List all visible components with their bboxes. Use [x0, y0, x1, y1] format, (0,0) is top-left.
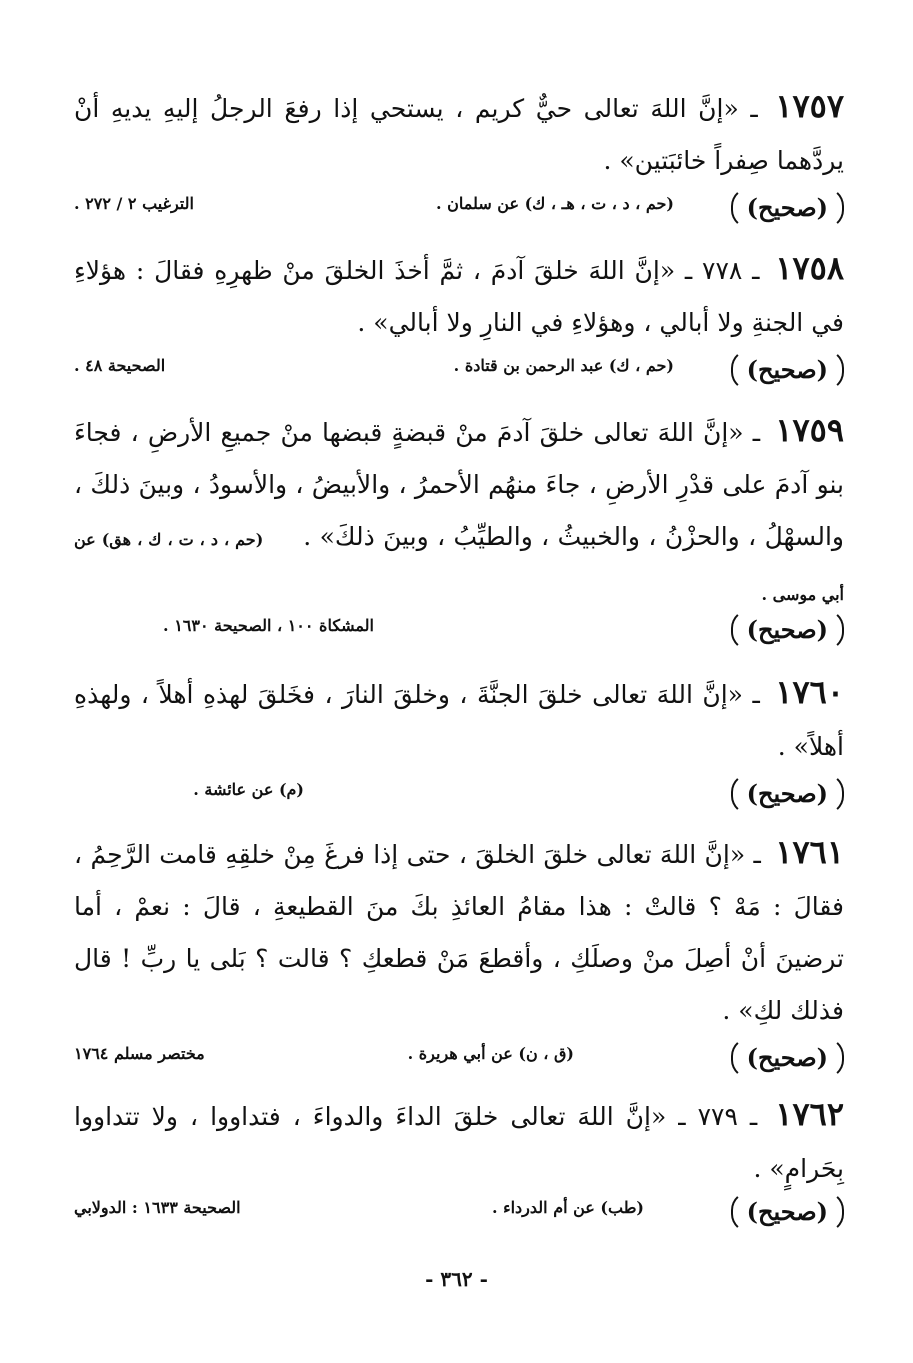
hadith-meta-1758 — [74, 348, 844, 390]
grade-badge: (صحيح) — [731, 772, 844, 816]
grade-badge: (صحيح) — [731, 608, 844, 652]
hadith-text: ـ «إنَّ اللهَ تعالى حيٌّ كريم ، يستحي إذا رفعَ الرجلُ إليهِ يديهِ أنْ يردَّهما صِفراً خائبَتين» . — [74, 94, 844, 175]
hadith-entry-1759 — [74, 404, 844, 621]
hadith-text-block — [74, 826, 844, 1037]
hadith-text: ـ «إنَّ اللهَ تعالى خلقَ الخلقَ ، حتى إذا فرغَ مِنْ خلقِهِ قامت الرَّحِمُ ، فقالَ : مَهْ ؟ قالتْ : هذا مقامُ العائذِ بكَ منَ القطيعةِ ، قالَ : نعمْ ، أما ترضينَ أنْ أصِلَ منْ وصلَكِ ، وأقطعَ مَنْ قطعكِ ؟ قالت ؟ بَلى يا ربِّ ! قال فذلك لكِ» . — [74, 840, 844, 1025]
hadith-source: (حم ، د ، ت ، هـ ، ك) عن سلمان . — [436, 194, 674, 213]
page-number: - ٣٦٢ - — [425, 1267, 488, 1291]
hadith-entry-1760 — [74, 666, 844, 773]
hadith-number: ١٧٦٢ — [775, 1095, 845, 1133]
hadith-meta-1757 — [74, 186, 844, 228]
hadith-reference: الصحيحة ٤٨ . — [74, 356, 166, 375]
hadith-reference: مختصر مسلم ١٧٦٤ — [74, 1044, 205, 1063]
hadith-source: (م) عن عائشة . — [193, 780, 304, 799]
hadith-number: ١٧٥٧ — [775, 87, 844, 125]
hadith-text-block — [74, 1088, 844, 1195]
hadith-entry-1757 — [74, 80, 844, 187]
hadith-text-block — [74, 80, 844, 187]
hadith-source: (حم ، ك) عبد الرحمن بن قتادة . — [453, 356, 674, 375]
hadith-source: (حم ، د ، ت ، ك ، هق) عن أبي موسى . — [74, 530, 844, 604]
grade-badge: (صحيح) — [731, 348, 844, 392]
hadith-entry-1758 — [74, 242, 844, 349]
hadith-source: (طب) عن أم الدرداء . — [491, 1198, 644, 1217]
hadith-text-block — [74, 242, 844, 349]
hadith-text-block — [74, 666, 844, 773]
hadith-meta-1759 — [74, 608, 844, 650]
hadith-text: ـ «إنَّ اللهَ تعالى خلقَ آدمَ منْ قبضةٍ قبضها منْ جميعِ الأرضِ ، فجاءَ بنو آدمَ على قدْرِ الأرضِ ، جاءَ منهُم الأحمرُ ، والأبيضُ ، والأسودُ ، وبينَ ذلكَ ، والسهْلُ ، والحزْنُ ، والخبيثُ ، والطيِّبُ ، وبينَ ذلكَ» . — [74, 418, 844, 551]
hadith-meta-1762 — [74, 1190, 844, 1232]
hadith-number: ١٧٦٠ — [775, 673, 845, 711]
hadith-number: ١٧٦١ — [775, 833, 844, 871]
hadith-text: ـ «إنَّ اللهَ تعالى خلقَ الجنَّةَ ، وخلقَ النارَ ، فخَلقَ لهذهِ أهلاً ، ولهذهِ أهلاً» . — [74, 680, 844, 761]
hadith-entry-1761 — [74, 826, 844, 1037]
hadith-reference: المشكاة ١٠٠ ، الصحيحة ١٦٣٠ . — [163, 616, 374, 635]
hadith-text: ـ ٧٧٨ ـ «إنَّ اللهَ خلقَ آدمَ ، ثمَّ أخذَ الخلقَ منْ ظهرِهِ فقالَ : هؤلاءِ في الجنةِ ولا أبالي ، وهؤلاءِ في النارِ ولا أبالي» . — [74, 256, 844, 337]
hadith-text-block — [74, 404, 844, 621]
grade-badge: (صحيح) — [731, 1190, 844, 1234]
hadith-source: (ق ، ن) عن أبي هريرة . — [407, 1044, 574, 1063]
hadith-entry-1762 — [74, 1088, 844, 1195]
grade-badge: (صحيح) — [731, 1036, 844, 1080]
hadith-text: ـ ٧٧٩ ـ «إنَّ اللهَ تعالى خلقَ الداءَ والدواءَ ، فتداووا ، ولا تتداووا بِحَرامٍ» . — [74, 1102, 844, 1183]
hadith-meta-1760 — [74, 772, 844, 814]
hadith-number: ١٧٥٩ — [775, 411, 844, 449]
hadith-meta-1761 — [74, 1036, 844, 1078]
hadith-number: ١٧٥٨ — [775, 249, 844, 287]
hadith-reference: الصحيحة ١٦٣٣ : الدولابي — [74, 1198, 241, 1217]
grade-badge: (صحيح) — [731, 186, 844, 230]
hadith-reference: الترغيب ٢ / ٢٧٢ . — [74, 194, 194, 213]
